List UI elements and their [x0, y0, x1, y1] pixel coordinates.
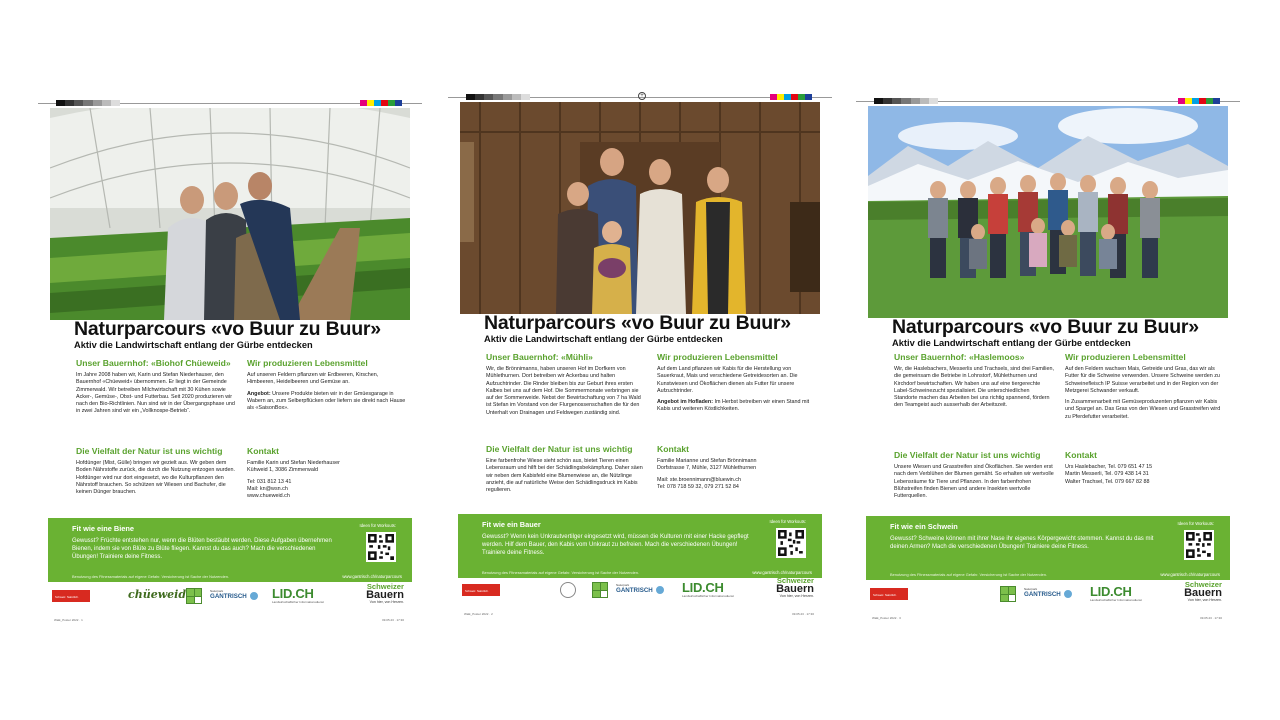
food-heading: Wir produzieren Lebensmittel [247, 358, 368, 368]
schweizer-bauern-logo: Schweizer Bauern Von hier, von Herzen. [1184, 580, 1222, 602]
poster-subtitle: Aktiv die Landwirtschaft entlang der Gürbe entdecken [484, 334, 723, 344]
nature-section [894, 450, 1054, 500]
color-calibration-bar [360, 100, 402, 106]
gantrisch-badge-icon [249, 591, 259, 601]
qr-code-icon[interactable] [776, 528, 806, 558]
fitness-heading: Fit wie eine Biene [72, 524, 135, 533]
print-id: Walk_Poster 2022 · 1 [54, 618, 83, 622]
qr-code-icon[interactable] [1184, 530, 1214, 560]
contact-name: Familie Karin und Stefan Niederhauser Kühweid 1, 3086 Zimmerwald [247, 460, 340, 474]
gray-calibration-bar [56, 100, 120, 106]
fitness-band [866, 516, 1230, 580]
poster-chueweid [44, 98, 416, 628]
offer-text: Unsere Produkte bieten wir in der Gmüesgarage in Wabern an, zum Selberpflücken oder liefern sie direkt nach Hause als «SaisonBox». [247, 390, 406, 412]
fitness-band [48, 518, 412, 582]
food-section [247, 358, 407, 412]
food-offer: In Zusammenarbeit mit Gemüseproduzenten pflanzen wir Kabis und Spargel an. Das Gras von den Wiesen und Grasstreifen wird zu Pferdefutter verarbeitet. [1065, 399, 1221, 420]
fitness-heading: Fit wie ein Bauer [482, 520, 541, 529]
poster-subtitle: Aktiv die Landwirtschaft entlang der Gürbe entdecken [74, 340, 313, 350]
poster-muehli [454, 92, 826, 622]
farm-heading: Unser Bauernhof: «Haslemoos» [894, 352, 1025, 362]
farm-section [76, 358, 236, 416]
sponsor-logos [868, 580, 1228, 610]
print-date: 09.05.23 · 17:30 [1200, 616, 1222, 620]
schweizer-bauern-logo: Schweizer Bauern Von hier, von Herzen. [366, 582, 404, 604]
lid-logo: LID.CH Landwirtschaftlicher Informationsdienst [682, 580, 734, 598]
contact-section [247, 446, 407, 500]
lid-logo: LID.CH Landwirtschaftlicher Informationsdienst [272, 586, 324, 604]
grid-logo-icon [1000, 586, 1016, 602]
contact-website[interactable]: www.chueweid.ch [247, 493, 290, 500]
farm-text: Wir, die Haslebachers, Messerlis und Trachsels, sind drei Familien, die gemeinsam die Betriebe in Lohnstorf, Mühlethurnen und Kirchdorf bewirtschaften. Wir haben uns auf eine tiergerechte Label-Schweinezucht spezialisiert. Die unterschiedlichen Standorte machen das Arbeiten bei uns richtig spannend, fördern den Teamgeist auch ausserhalb der Arbeitszeit. [894, 366, 1054, 409]
food-heading: Wir produzieren Lebensmittel [1065, 352, 1186, 362]
food-section [1065, 352, 1225, 421]
qr-label: Ideen für Workouts: [359, 523, 396, 528]
qr-label: Ideen für Workouts: [769, 519, 806, 524]
food-text: Auf unseren Feldern pflanzen wir Erdbeeren, Kirschen, Himbeeren, Heidelbeeren und Gemüse an. [247, 372, 379, 386]
chueweid-logo: chüeweid [128, 588, 187, 601]
print-id: Walk_Poster 2022 · 3 [872, 616, 901, 620]
fitness-url[interactable]: www.gantrisch.ch/naturparcours [342, 574, 402, 579]
family-photo [50, 108, 410, 320]
food-text: Auf den Feldern wachsen Mais, Getreide und Gras, das wir als Futter für die Schweine verwenden. Unsere Schweine werden zu Schweinefleisch IP Suisse verarbeitet und in der Region von der Metzgerei Schwander verkauft. [1065, 366, 1220, 394]
poster-haslemoos [862, 96, 1234, 626]
print-date: 09.05.23 · 17:30 [792, 612, 814, 616]
fitness-text: Gewusst? Früchte entstehen nur, wenn die Blüten bestäubt werden. Diese Aufgaben übernehmen Bienen, indem sie von Blüte zu Blüte fliegen. Kannst du das auch? Mach die verschiedenen Übungen! Trainiere deine Fitness. [72, 538, 332, 560]
bern-logo: Schweiz. Natürlich. [462, 584, 500, 596]
registration-mark: + [638, 92, 646, 100]
farm-heading: Unser Bauernhof: «Biohof Chüeweid» [76, 358, 231, 368]
poster-title: Naturparcours «vo Buur zu Buur» [892, 316, 1199, 338]
food-offer [247, 391, 407, 413]
farm-section [894, 352, 1054, 410]
color-calibration-bar [1178, 98, 1220, 104]
gantrisch-badge-icon [1063, 589, 1073, 599]
farm-section [486, 352, 646, 417]
gray-calibration-bar [466, 94, 530, 100]
lid-logo: LID.CH Landwirtschaftlicher Informationsdienst [1090, 584, 1142, 602]
qr-label: Ideen für Workouts: [1177, 521, 1214, 526]
gantrisch-logo: Naturpark GANTRISCH [210, 588, 247, 600]
contact-email[interactable]: Mail: ste.broennimann@bluewin.ch [657, 476, 741, 483]
fitness-band [458, 514, 822, 578]
bern-logo: Schweiz. Natürlich. [870, 588, 908, 600]
offer-label: Angebot im Hofladen: [657, 399, 713, 406]
nature-section [486, 444, 646, 494]
poster-subtitle: Aktiv die Landwirtschaft entlang der Gürbe entdecken [892, 338, 1131, 348]
farm-text: Im Jahre 2008 haben wir, Karin und Stefan Niederhauser, den Bauernhof «Chüeweid» übernommen. Er liegt in der Gemeinde Zimmerwald. Wir betreiben Milchwirtschaft mit 30 Kühen sowie Acker-, Gemüse-, Obst- und Futterbau. Seit 2020 produzieren wir nach den Bio-Richtlinien. Nun sind wir in der Übergangsphase und in zwei Jahren sind wir ein „Vollknospe-Betrieb“. [76, 372, 235, 415]
contact-heading: Kontakt [1065, 450, 1097, 460]
nature-section [76, 446, 236, 496]
fitness-disclaimer: Benutzung des Fitnessmaterials auf eigene Gefahr. Versicherung ist Sache der Nutzenden. [482, 570, 640, 575]
contact-section [657, 444, 817, 491]
food-text: Auf dem Land pflanzen wir Kabis für die Herstellung von Sauerkraut, Mais und verschiedene Getreidesorten an. Die Kunstwiesen und Ökoflächen dienen als Futter für unsere Aufzuchtrinder. [657, 366, 798, 394]
grid-logo-icon [592, 582, 608, 598]
muehli-emblem-icon [560, 582, 576, 598]
gantrisch-badge-icon [655, 585, 665, 595]
nature-text: Eine farbenfrohe Wiese sieht schön aus, bietet Tieren einen Lebensraum und hilft bei der Schädlingsbekämpfung. Daher säen wir neben dem Kabisfeld eine Blumenwiese an, die Nützlinge anzieht, die auf natürliche Weise den Schädlingsdruck im Kabis regulieren. [486, 458, 643, 494]
fitness-text: Gewusst? Wenn kein Unkrautvertilger eingesetzt wird, müssen die Kulturen mit einer Hacke gepflegt werden. Hilf dem Bauer, den Kabis vom Unkraut zu befreien. Mach die verschiedenen Übungen! Trainiere deine Fitness. [482, 534, 749, 556]
food-offer [657, 399, 817, 414]
gantrisch-logo: Naturpark GANTRISCH [616, 582, 653, 594]
print-id: Walk_Poster 2022 · 2 [464, 612, 493, 616]
poster-title: Naturparcours «vo Buur zu Buur» [484, 312, 791, 334]
nature-heading: Die Vielfalt der Natur ist uns wichtig [894, 450, 1041, 460]
contact-heading: Kontakt [247, 446, 279, 456]
offer-text: Im Herbst betreiben wir einen Stand mit Kabis und weiteren Köstlichkeiten. [657, 399, 810, 413]
contact-details: Urs Haslebacher, Tel. 079 651 47 15 Martin Messerli, Tel. 079 438 14 31 Walter Trachsel, Tel. 079 667 82 88 [1065, 464, 1153, 485]
qr-code-icon[interactable] [366, 532, 396, 562]
fitness-disclaimer: Benutzung des Fitnessmaterials auf eigene Gefahr. Versicherung ist Sache der Nutzenden. [890, 572, 1048, 577]
fitness-disclaimer: Benutzung des Fitnessmaterials auf eigene Gefahr. Versicherung ist Sache der Nutzenden. [72, 574, 230, 579]
schweizer-bauern-logo: Schweizer Bauern Von hier, von Herzen. [776, 576, 814, 598]
fitness-heading: Fit wie ein Schwein [890, 522, 958, 531]
poster-title: Naturparcours «vo Buur zu Buur» [74, 318, 381, 340]
gantrisch-logo: Naturpark GANTRISCH [1024, 586, 1061, 598]
nature-heading: Die Vielfalt der Natur ist uns wichtig [486, 444, 633, 454]
color-calibration-bar [770, 94, 812, 100]
fitness-url[interactable]: www.gantrisch.ch/naturparcours [1160, 572, 1220, 577]
fitness-url[interactable]: www.gantrisch.ch/naturparcours [752, 570, 812, 575]
nature-text: Hofdünger (Mist, Gülle) bringen wir gezielt aus. Wir geben dem Boden Nährstoffe zurück, die durch die Nutzung entzogen wurden. Hofdünger wird nur dort eingesetzt, wo die Kulturpflanzen den Nährstoff brauchen. So schützen wir Wiesen und Bachufer, die keinen Dünger brauchen. [76, 460, 236, 496]
contact-details: Mail: ste.broennimann@bluewin.ch Tel: 078 718 59 32, 079 271 52 84 [657, 476, 741, 490]
nature-heading: Die Vielfalt der Natur ist uns wichtig [76, 446, 223, 456]
family-photo [460, 102, 820, 314]
contact-name: Familie Marianne und Stefan Brönnimann Dorfstrasse 7, Mühle, 3127 Mühlethurnen [657, 458, 757, 472]
family-photo [868, 106, 1228, 318]
sponsor-logos [460, 576, 820, 606]
print-date: 09.05.23 · 17:30 [382, 618, 404, 622]
bern-logo: Schweiz. Natürlich. [52, 590, 90, 602]
food-heading: Wir produzieren Lebensmittel [657, 352, 778, 362]
farm-text: Wir, die Brönnimanns, haben unseren Hof im Dorfkern von Mühlethurnen. Dort betreiben wir Ackerbau und halten Aufzuchtrinder. Die Rinder bleiben bis zur Geburt ihres ersten Kalbes bei uns auf dem Hof. Die Sommermonate verbringen sie auf der Sommerweide. Nebst der Bewirtschaftung von 7 ha Wald ist Stefan im Vorstand von der Flurgenossenschaften die für den Unterhalt von Drainagen und Feldwegen zuständig sind. [486, 366, 641, 416]
grid-logo-icon [186, 588, 202, 604]
food-section [657, 352, 817, 414]
fitness-text: Gewusst? Schweine können mit ihrer Nase ihr eigenes Körpergewicht stemmen. Kannst du das mit deinen Armen? Mach die verschiedenen Übungen! Trainiere deine Fitness. [890, 536, 1154, 550]
nature-text: Unsere Wiesen und Grasstreifen sind Ökoflächen. Sie werden erst nach dem Verblühen der Blumen gemäht. So erhalten wir wertvolle Lebensräume für Tiere und Pflanzen. In den farbenfrohen Blühstreifen finden Bienen und andere Insekten wertvolle Futterquellen. [894, 464, 1054, 500]
gray-calibration-bar [874, 98, 938, 104]
contact-section [1065, 450, 1225, 486]
contact-details: Tel: 031 812 13 41 Mail: kn@wsn.ch www.chueweid.ch [247, 478, 292, 500]
contact-heading: Kontakt [657, 444, 689, 454]
sponsor-logos [50, 582, 410, 612]
offer-label: Angebot: [247, 390, 271, 397]
farm-heading: Unser Bauernhof: «Mühli» [486, 352, 593, 362]
